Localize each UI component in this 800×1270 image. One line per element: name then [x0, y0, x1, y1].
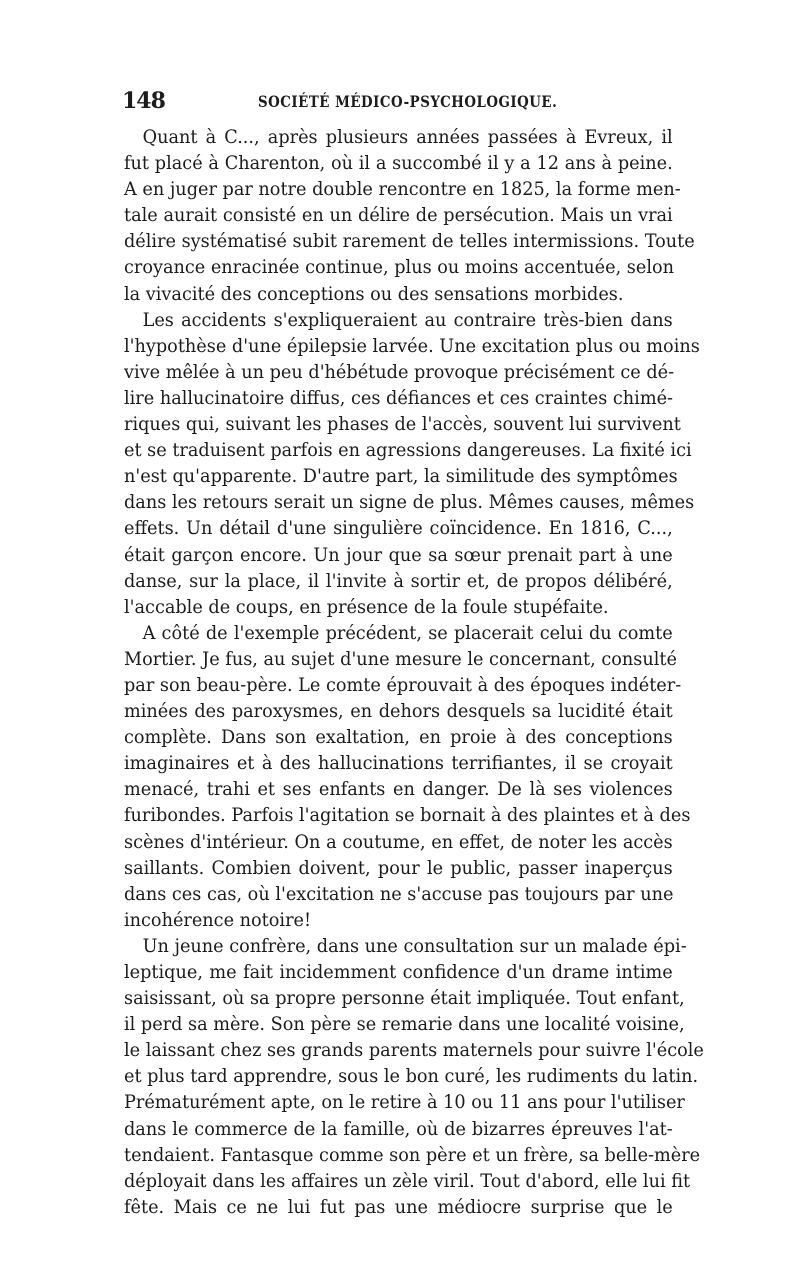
text-line: et se traduisent parfois en agressions dangereuses. La fixité ici	[124, 439, 692, 462]
text-line: Quant à C..., après plusieurs années passées à Evreux, il	[142, 126, 673, 148]
text-line: l'hypothèse d'une épilepsie larvée. Une excitation plus ou moins	[124, 334, 700, 357]
text-line: le laissant chez ses grands parents maternels pour suivre l'école	[124, 1039, 704, 1062]
text-line: A côté de l'exemple précédent, se placerait celui du comte	[142, 621, 673, 644]
text-line: l'accable de coups, en présence de la foule stupéfaite.	[124, 595, 609, 618]
text-line: n'est qu'apparente. D'autre part, la similitude des symptômes	[124, 465, 678, 488]
text-line: Les accidents s'expliqueraient au contraire très-bien dans	[142, 308, 673, 331]
text-line: furibondes. Parfois l'agitation se bornait à des plaintes et à des	[124, 804, 691, 827]
text-line: Un jeune confrère, dans une consultation sur un malade épi-	[142, 934, 687, 957]
text-line: saisissant, où sa propre personne était impliquée. Tout enfant,	[124, 987, 685, 1010]
running-title: SOCIÉTÉ MÉDICO-PSYCHOLOGIQUE.	[258, 92, 558, 111]
text-line: A en juger par notre double rencontre en 1825, la forme men-	[124, 178, 681, 201]
text-line: fête. Mais ce ne lui fut pas une médiocre surprise que le	[124, 1195, 673, 1218]
text-line: incohérence notoire!	[124, 908, 312, 931]
text-line: dans les retours serait un signe de plus. Mêmes causes, mêmes	[124, 491, 695, 514]
text-line: et plus tard apprendre, sous le bon curé, les rudiments du latin.	[124, 1065, 699, 1088]
text-line: fut placé à Charenton, où il a succombé il y a 12 ans à peine.	[124, 152, 673, 175]
running-head	[0, 88, 800, 118]
text-line: était garçon encore. Un jour que sa sœur prenait part à une	[124, 543, 673, 566]
page-number: 148	[122, 88, 165, 114]
text-line: saillants. Combien doivent, pour le public, passer inaperçus	[124, 856, 673, 879]
text-line: Prématurément apte, on le retire à 10 ou 11 ans pour l'utiliser	[124, 1091, 685, 1114]
text-line: imaginaires et à des hallucinations terrifiantes, il se croyait	[124, 752, 673, 775]
text-line: danse, sur la place, il l'invite à sortir et, de propos délibéré,	[124, 569, 673, 592]
text-line: tale aurait consisté en un délire de persécution. Mais un vrai	[124, 204, 673, 227]
text-line: minées des paroxysmes, en dehors desquels sa lucidité était	[124, 700, 673, 723]
text-line: scènes d'intérieur. On a coutume, en effet, de noter les accès	[124, 830, 673, 853]
text-line: tendaient. Fantasque comme son père et un frère, sa belle-mère	[124, 1143, 701, 1166]
body-text	[124, 124, 704, 1220]
text-line: complète. Dans son exaltation, en proie à des conceptions	[124, 726, 673, 749]
text-line: lire hallucinatoire diffus, ces défiances et ces craintes chimé-	[124, 386, 674, 409]
text-line: menacé, trahi et ses enfants en danger. De là ses violences	[124, 778, 673, 801]
text-line: leptique, me fait incidemment confidence d'un drame intime	[124, 961, 673, 983]
text-line: par son beau-père. Le comte éprouvait à des époques indéter-	[124, 673, 682, 696]
text-line: délire systématisé subit rarement de telles intermissions. Toute	[124, 230, 695, 253]
text-line: il perd sa mère. Son père se remarie dans une localité voisine,	[124, 1013, 685, 1036]
text-line: croyance enracinée continue, plus ou moins accentuée, selon	[124, 256, 675, 279]
text-line: Mortier. Je fus, au sujet d'une mesure le concernant, consulté	[124, 647, 677, 670]
text-line: dans le commerce de la famille, où de bizarres épreuves l'at-	[124, 1117, 673, 1140]
text-line: effets. Un détail d'une singulière coïncidence. En 1816, C...,	[124, 517, 673, 540]
text-line: vive mêlée à un peu d'hébétude provoque précisément ce dé-	[124, 360, 675, 383]
text-line: dans ces cas, où l'excitation ne s'accuse pas toujours par une	[124, 882, 674, 905]
text-line: riques qui, suivant les phases de l'accès, souvent lui survivent	[124, 413, 681, 436]
text-line: déployait dans les affaires un zèle viril. Tout d'abord, elle lui fit	[124, 1169, 691, 1192]
text-line: la vivacité des conceptions ou des sensations morbides.	[124, 282, 624, 305]
